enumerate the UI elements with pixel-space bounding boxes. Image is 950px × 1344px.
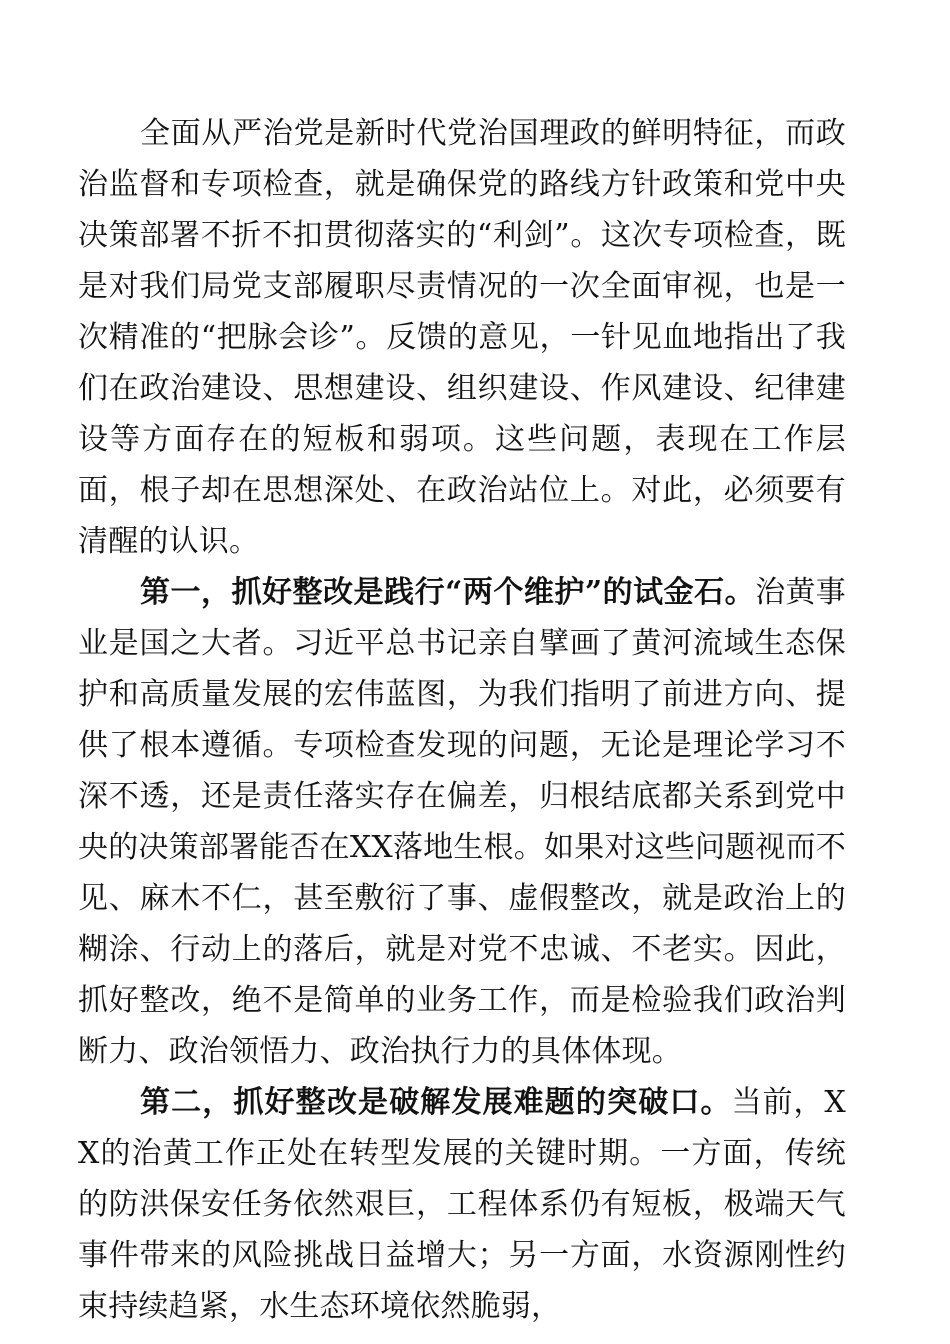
paragraph-section-2 — [78, 1077, 846, 1332]
paragraph-intro-body: 全面从严治党是新时代党治国理政的鲜明特征，而政治监督和专项检查，就是确保党的路线方针政策和党中央决策部署不折不扣贯彻落实的“利剑”。这次专项检查，既是对我们局党支部履职尽责情况的一次全面审视，也是一次精准的“把脉会诊”。反馈的意见，一针见血地指出了我们在政治建设、思想建设、组织建设、作风建设、纪律建设等方面存在的短板和弱项。这些问题，表现在工作层面，根子却在思想深处、在政治站位上。对此，必须要有清醒的认识。 — [78, 116, 846, 559]
document-text-column — [78, 108, 846, 1332]
section-1-heading: 第一，抓好整改是践行“两个维护”的试金石。 — [140, 575, 756, 610]
paragraph-section-1 — [78, 567, 846, 1077]
paragraph-intro — [78, 108, 846, 567]
section-1-body: 治黄事业是国之大者。习近平总书记亲自擘画了黄河流域生态保护和高质量发展的宏伟蓝图，为我们指明了前进方向、提供了根本遵循。专项检查发现的问题，无论是理论学习不深不透，还是责任落实存在偏差，归根结底都关系到党中央的决策部署能否在XX落地生根。如果对这些问题视而不见、麻木不仁，甚至敷衍了事、虚假整改，就是政治上的糊涂、行动上的落后，就是对党不忠诚、不老实。因此，抓好整改，绝不是简单的业务工作，而是检验我们政治判断力、政治领悟力、政治执行力的具体体现。 — [78, 575, 846, 1069]
section-2-heading: 第二，抓好整改是破解发展难题的突破口。 — [140, 1085, 732, 1120]
section-2-body: 当前，XX的治黄工作正处在转型发展的关键时期。一方面，传统的防洪保安任务依然艰巨，工程体系仍有短板，极端天气事件带来的风险挑战日益增大；另一方面，水资源刚性约束持续趋紧，水生态环境依然脆弱， — [78, 1085, 846, 1324]
